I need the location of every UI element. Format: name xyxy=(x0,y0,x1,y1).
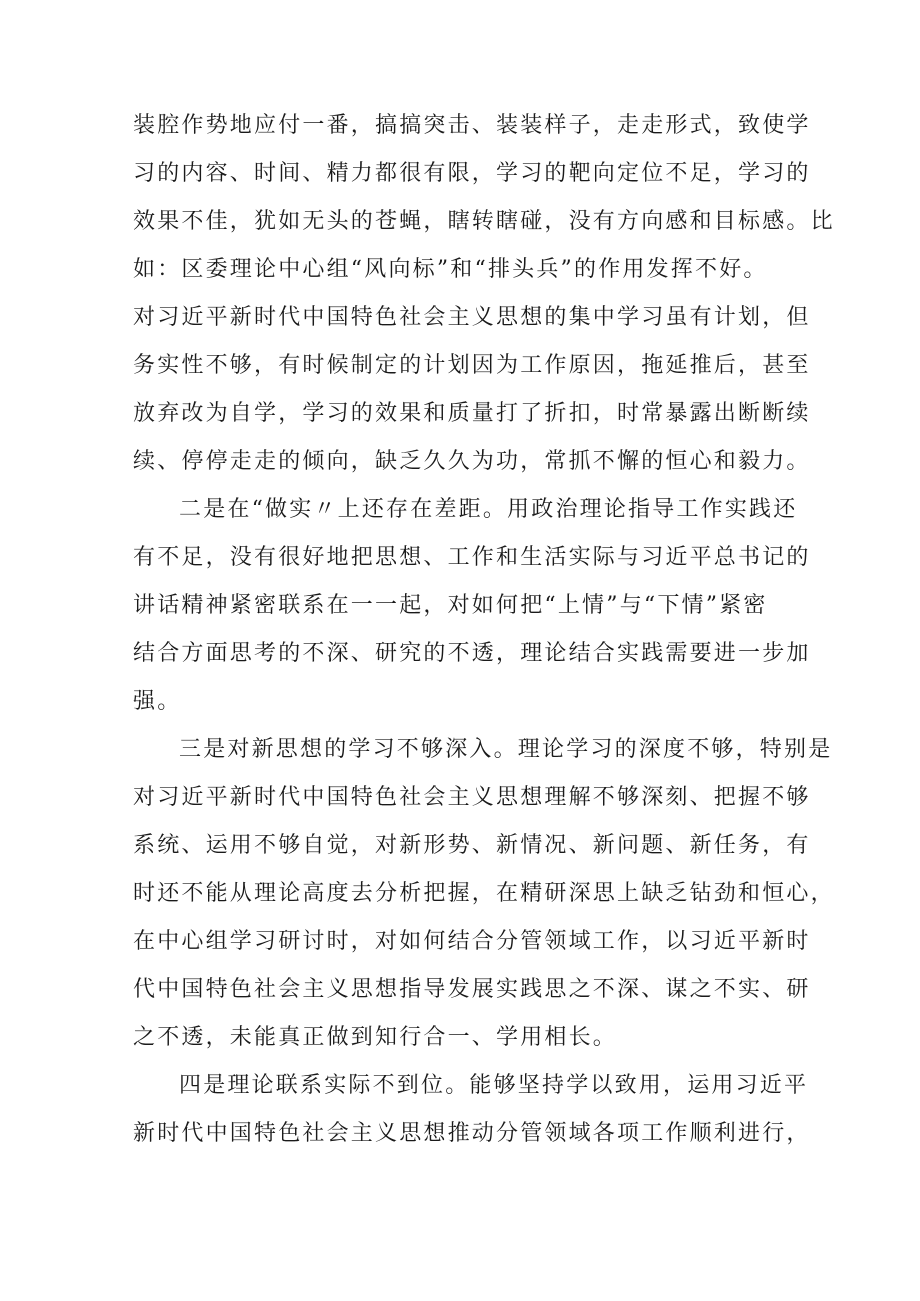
text-line: 续、停停走走的倾向，缺乏久久为功，常抓不懈的恒心和毅力。 xyxy=(133,449,811,474)
text-line: 结合方面思考的不深、研究的不透，理论结合实践需要进一步加 xyxy=(133,641,811,666)
text-line: 放弃改为自学，学习的效果和质量打了折扣，时常暴露出断断续 xyxy=(133,401,811,426)
text-line: 讲话精神紧密联系在一一起，对如何把“上情”与“下情”紧密 xyxy=(133,593,768,618)
text-line: 强。 xyxy=(133,689,182,714)
text-line: 系统、运用不够自觉，对新形势、新情况、新问题、新任务，有 xyxy=(133,833,811,858)
text-line: 有不足，没有很好地把思想、工作和生活实际与习近平总书记的 xyxy=(133,545,811,570)
paragraph-start-line: 三是对新思想的学习不够深入。理论学习的深度不够，特别是 xyxy=(179,737,833,762)
text-line: 时还不能从理论高度去分析把握，在精研深思上缺乏钻劲和恒心， xyxy=(133,881,835,906)
document-body xyxy=(133,102,835,1158)
text-line: 之不透，未能真正做到知行合一、学用相长。 xyxy=(133,1025,618,1050)
text-line: 对习近平新时代中国特色社会主义思想的集中学习虽有计划，但 xyxy=(133,305,811,330)
text-line: 务实性不够，有时候制定的计划因为工作原因，拖延推后，甚至 xyxy=(133,353,811,378)
text-line: 效果不佳，犹如无头的苍蝇，瞎转瞎碰，没有方向感和目标感。比 xyxy=(133,209,835,234)
text-line: 习的内容、时间、精力都很有限，学习的靶向定位不足，学习的 xyxy=(133,161,811,186)
text-line: 如：区委理论中心组“风向标”和“排头兵”的作用发挥不好。 xyxy=(133,257,768,282)
text-line: 代中国特色社会主义思想指导发展实践思之不深、谋之不实、研 xyxy=(133,977,811,1002)
text-line: 新时代中国特色社会主义思想推动分管领域各项工作顺利进行， xyxy=(133,1121,811,1146)
text-line: 装腔作势地应付一番，搞搞突击、装装样子，走走形式，致使学 xyxy=(133,113,811,138)
text-line: 在中心组学习研讨时，对如何结合分管领域工作，以习近平新时 xyxy=(133,929,811,954)
text-line: 对习近平新时代中国特色社会主义思想理解不够深刻、把握不够 xyxy=(133,785,811,810)
paragraph-start-line: 四是理论联系实际不到位。能够坚持学以致用，运用习近平 xyxy=(179,1073,809,1098)
paragraph-start-line: 二是在“做实〃上还存在差距。用政治理论指导工作实践还 xyxy=(179,497,798,522)
